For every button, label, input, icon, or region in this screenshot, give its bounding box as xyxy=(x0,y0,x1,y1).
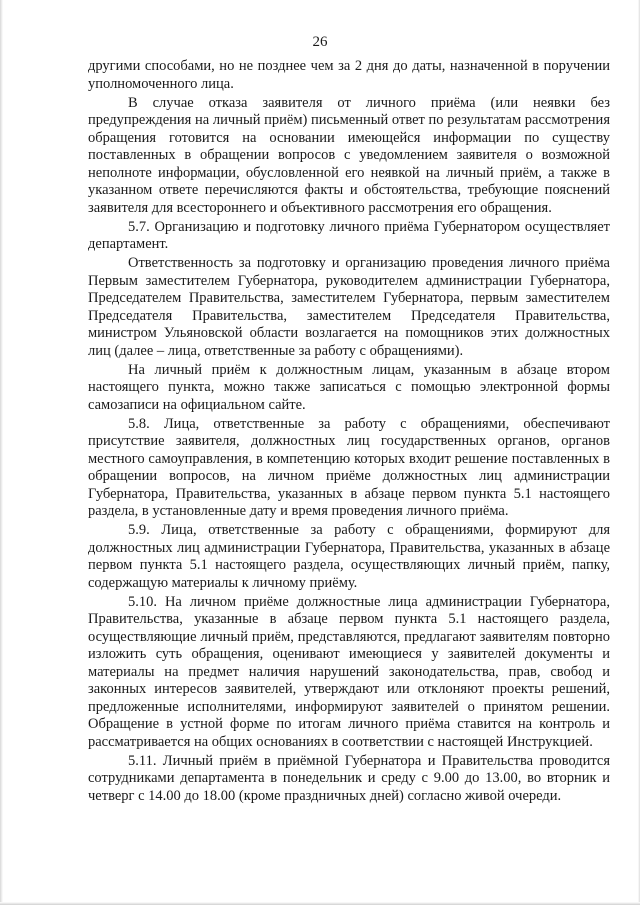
paragraph: 5.9. Лица, ответственные за работу с обращениями, формируют для должностных лиц администрации Губернатора, Правительства, указанных в абзаце первом пункта 5.1 настоящего раздела, осуществляющих личный приём, папку, содержащую материалы к личному приёму. xyxy=(88,522,610,591)
page-number: 26 xyxy=(312,34,328,50)
paragraph: 5.10. На личном приёме должностные лица администрации Губернатора, Правительства, указанные в абзаце первом пункта 5.1 настоящего раздела, осуществляющие личный приём, представляются, предлагают заявителям повторно изложить суть обращения, оценивают имеющиеся у заявителей документы и материалы на предмет наличия нарушений законодательства, прав, свобод и законных интересов заявителей, утверждают или отклоняют проекты решений, предложенные исполнителями, информируют заявителей о принятом решении. Обращение в устной форме по итогам личного приёма ставится на контроль и рассматривается на общих основаниях в соответствии с настоящей Инструкцией. xyxy=(88,593,610,750)
paragraph: 5.7. Организацию и подготовку личного приёма Губернатором осуществляет департамент. xyxy=(88,218,610,252)
paragraph: другими способами, но не позднее чем за 2 дня до даты, назначенной в поручении уполномоченного лица. xyxy=(88,58,610,92)
paragraph: На личный приём к должностным лицам, указанным в абзаце втором настоящего пункта, можно также записаться с помощью электронной формы самозаписи на официальном сайте. xyxy=(88,361,610,413)
paragraph: 5.11. Личный приём в приёмной Губернатора и Правительства проводится сотрудниками департамента в понедельник и среду с 9.00 до 13.00, во вторник и четверг с 14.00 до 18.00 (кроме праздничных дней) согласно живой очереди. xyxy=(88,752,610,804)
paragraph: В случае отказа заявителя от личного приёма (или неявки без предупреждения на личный приём) письменный ответ по результатам рассмотрения обращения готовится на основании имеющейся информации по существу поставленных в обращении вопросов с уведомлением заявителя о возможной неполноте информации, обусловленной его неявкой на личный приём, а также в указанном ответе перечисляются факты и обстоятельства, требующие пояснений заявителя для всестороннего и объективного рассмотрения его обращения. xyxy=(88,94,610,216)
document-body xyxy=(88,58,610,807)
paragraph: 5.8. Лица, ответственные за работу с обращениями, обеспечивают присутствие заявителя, должностных лиц государственных органов, органов местного самоуправления, в компетенцию которых входит решение поставленных в обращении вопросов, на личном приёме должностных лиц администрации Губернатора, Правительства, указанных в абзаце первом пункта 5.1 настоящего раздела, в установленные дату и время проведения личного приёма. xyxy=(88,415,610,519)
scan-edge-left xyxy=(0,0,3,905)
paragraph: Ответственность за подготовку и организацию проведения личного приёма Первым заместителем Губернатора, руководителем администрации Губернатора, Председателем Правительства, заместителем Губернатора, первым заместителем Председателя Правительства, заместителем Председателя Правительства, министром Ульяновской области возлагается на помощников этих должностных лиц (далее – лица, ответственные за работу с обращениями). xyxy=(88,255,610,359)
